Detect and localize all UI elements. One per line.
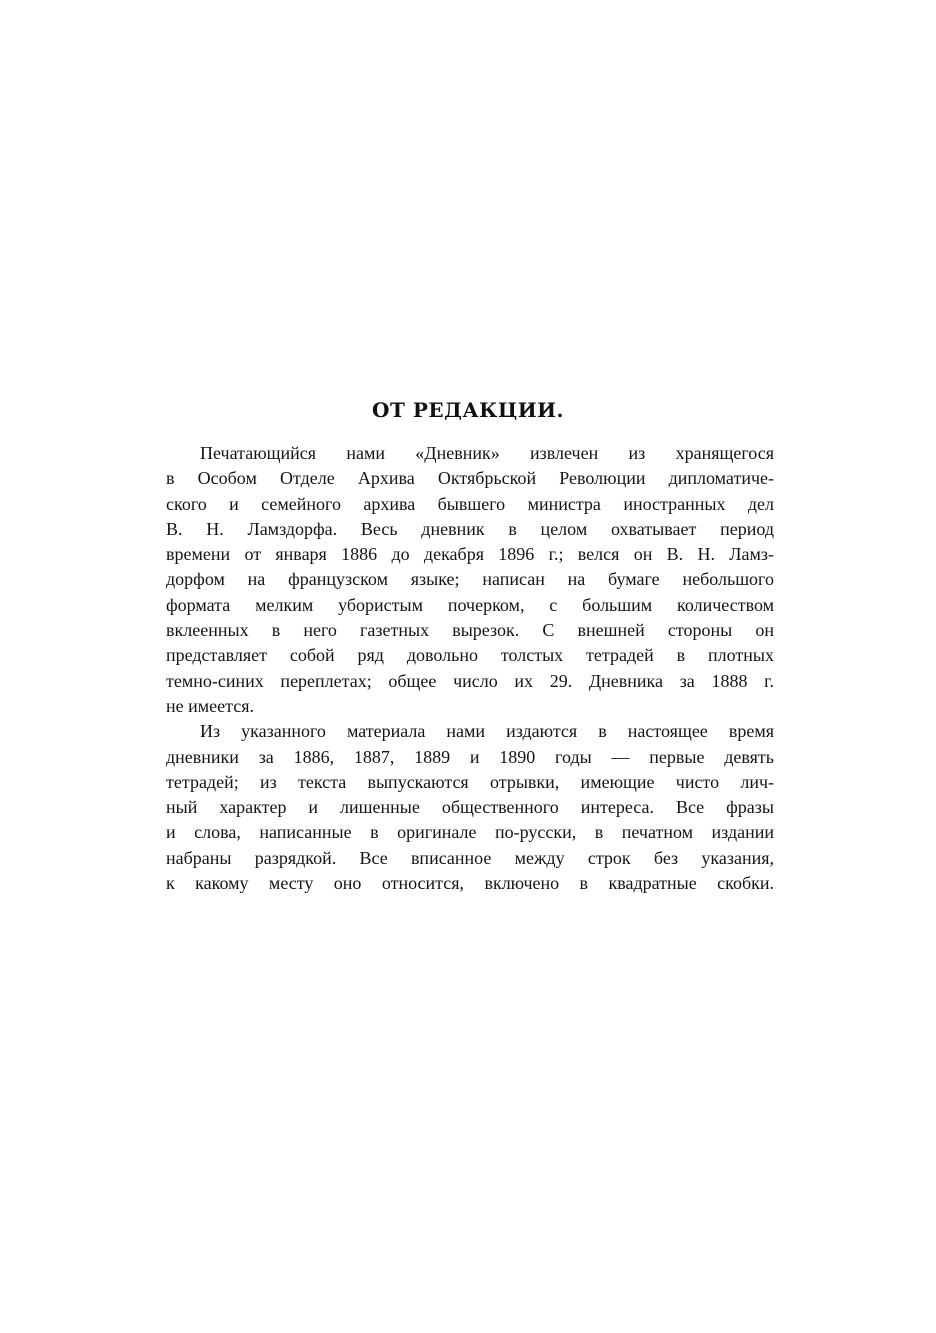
text-line: Печатающийся нами «Дневник» извлечен из хранящегося	[200, 443, 774, 463]
text-line: представляет собой ряд довольно толстых тетрадей в плотных	[166, 645, 774, 666]
text-line: в Особом Отделе Архива Октябрьской Революции дипломатиче-	[166, 468, 774, 489]
text-line: Из указанного материала нами издаются в настоящее время	[200, 721, 774, 742]
text-line: формата мелким убористым почерком, с большим количеством	[166, 594, 774, 615]
text-line: тетрадей; из текста выпускаются отрывки, имеющие чисто лич-	[166, 771, 774, 792]
text-line: набраны разрядкой. Все вписанное между строк без указания,	[166, 847, 774, 868]
text-line: темно-синих переплетах; общее число их 29. Дневника за 1888 г.	[166, 670, 774, 691]
paragraph	[166, 719, 774, 896]
text-line: вклеенных в него газетных вырезок. С внешней стороны он	[166, 620, 774, 641]
text-line: дневники за 1886, 1887, 1889 и 1890 годы — первые девять	[166, 746, 774, 767]
text-line: дорфом на французском языке; написан на бумаге небольшого	[166, 569, 774, 590]
paragraph	[166, 441, 774, 719]
text-line: времени от января 1886 до декабря 1896 г.; велся он В. Н. Ламз-	[166, 544, 774, 565]
body-text	[166, 441, 774, 896]
page-heading: ОТ РЕДАКЦИИ.	[372, 398, 564, 422]
text-line: и слова, написанные в оригинале по-русски, в печатном издании	[166, 822, 774, 843]
text-line: к какому месту оно относится, включено в квадратные скобки.	[166, 873, 774, 894]
text-line: ный характер и лишенные общественного интереса. Все фразы	[166, 797, 774, 818]
text-line: ского и семейного архива бывшего министра иностранных дел	[166, 493, 774, 514]
text-line: В. Н. Ламздорфа. Весь дневник в целом охватывает период	[166, 518, 774, 539]
text-line: не имеется.	[166, 695, 254, 716]
